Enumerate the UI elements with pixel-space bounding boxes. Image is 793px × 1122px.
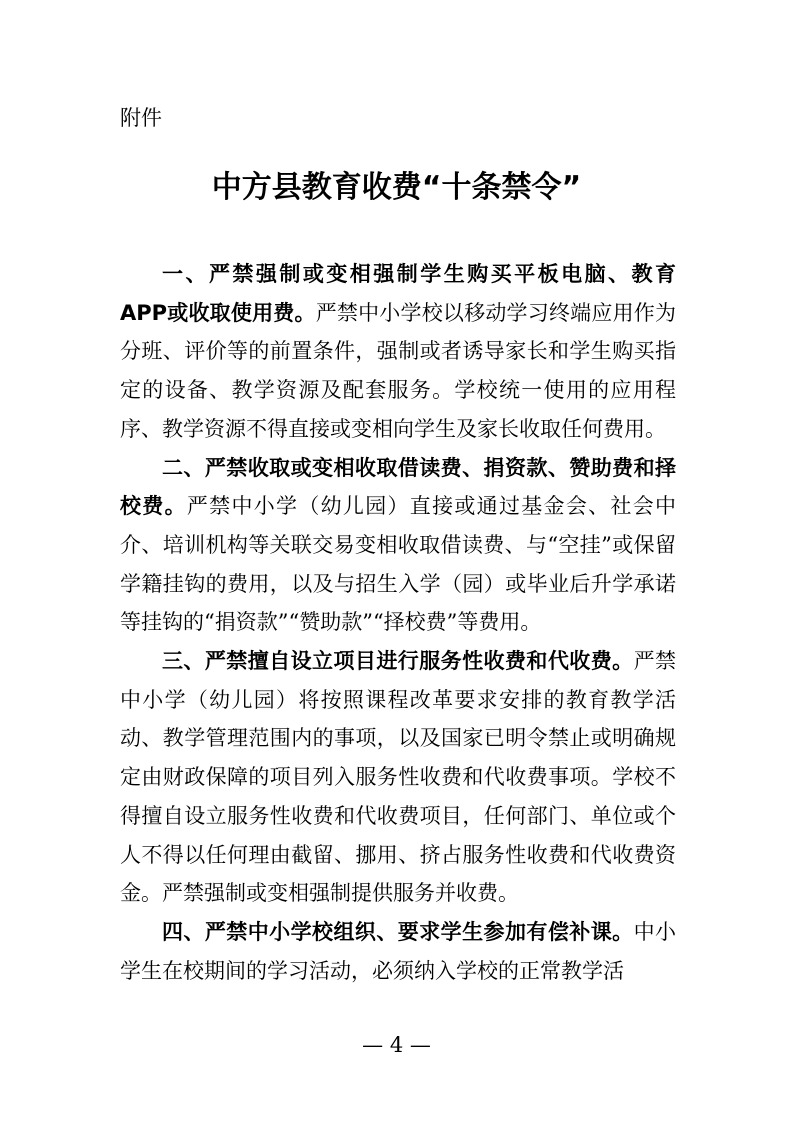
section-4-heading: 四、严禁中小学校组织、要求学生参加有偿补课。 <box>162 919 634 944</box>
section-4-body: 中小学生在校期间的学习活动，必须纳入学校的正常教学活 <box>120 919 677 983</box>
attachment-label: 附件 <box>120 106 162 130</box>
section-3-body: 严禁中小学（幼儿园）将按照课程改革要求安排的教育教学活动、教学管理范围内的事项，以及国家已明令禁止或明确规定由财政保障的项目列入服务性收费和代收费事项。学校不得擅自设立服务性收费和代收费项目，任何部门、单位或个人不得以任何理由截留、挪用、挤占服务性收费和代收费资金。严禁强制或变相强制提供服务并收费。 <box>120 649 677 906</box>
section-2 <box>120 449 676 643</box>
section-3-heading: 三、严禁擅自设立项目进行服务性收费和代收费。 <box>162 649 634 674</box>
document-body <box>120 255 676 990</box>
document-title: 中方县教育收费“十条禁令” <box>211 170 582 205</box>
section-4 <box>120 913 676 990</box>
section-1-heading: 一、严禁强制或变相强制学生购买平板电脑、教育 APP或收取使用费。 <box>120 262 676 325</box>
section-3 <box>120 642 676 913</box>
page-number: — 4 — <box>362 1033 431 1057</box>
section-2-heading: 二、严禁收取或变相收取借读费、捐资款、赞助费和择校费。 <box>120 455 676 519</box>
section-1-body: 严禁中小学校以移动学习终端应用作为分班、评价等的前置条件，强制或者诱导家长和学生购买指定的设备、教学资源及配套服务。学校统一使用的应用程序、教学资源不得直接或变相向学生及家长收取任何费用。 <box>120 300 676 441</box>
section-2-body: 严禁中小学（幼儿园）直接或通过基金会、社会中介、培训机构等关联交易变相收取借读费、与“空挂”或保留学籍挂钩的费用，以及与招生入学（园）或毕业后升学承诺等挂钩的“捐资款”“赞助款”“择校费”等费用。 <box>120 494 676 635</box>
section-1 <box>120 255 676 449</box>
